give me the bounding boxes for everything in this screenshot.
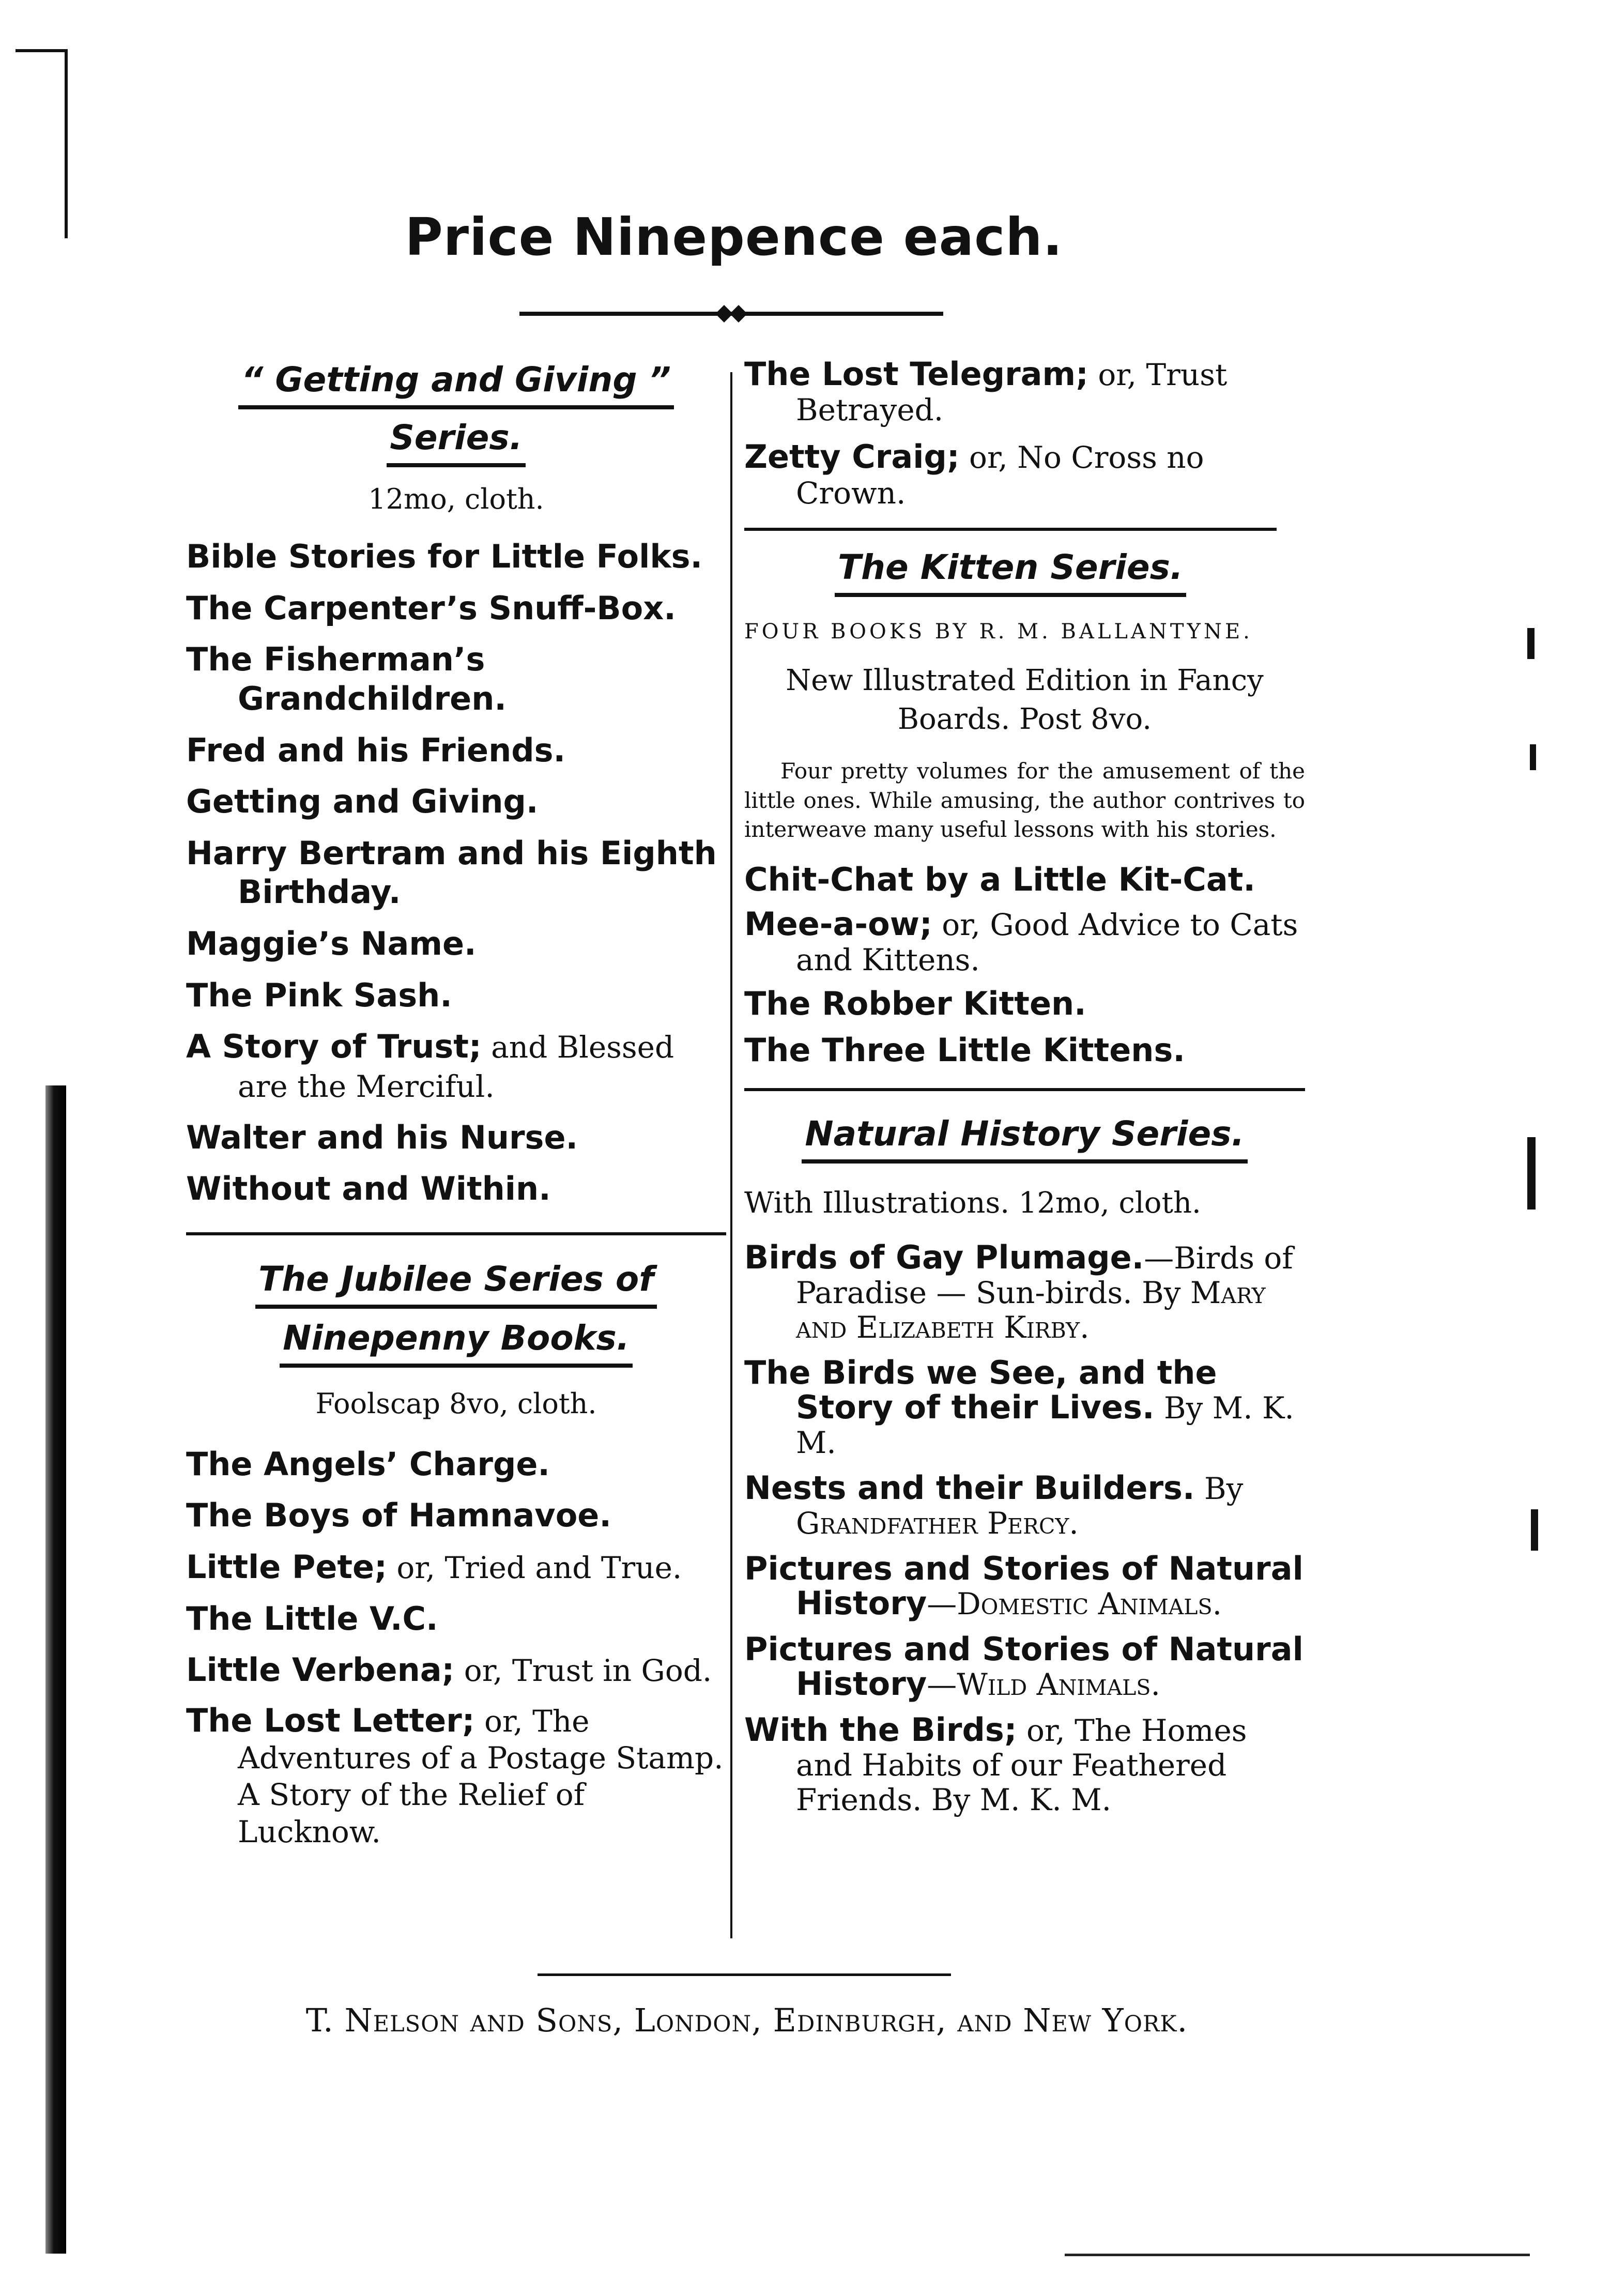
- natural-history-format: With Illustrations. 12mo, cloth.: [744, 1186, 1201, 1220]
- column-divider: [730, 372, 732, 1938]
- list-item: The Little V.C.: [186, 1599, 438, 1637]
- list-item: The Lost Letter; or, The Adventures of a Postage Stamp. A Story of the Relief of Lucknow.: [186, 1701, 724, 1849]
- list-item: A Story of Trust; and Blessed are the Merciful.: [186, 1028, 674, 1104]
- list-item: The Three Little Kittens.: [744, 1031, 1185, 1069]
- kitten-edition: New Illustrated Edition in Fancy Boards. Post 8vo.: [786, 663, 1264, 737]
- scan-smudge: [1530, 744, 1536, 770]
- jubilee-list: [186, 1445, 726, 1849]
- publisher-footer: T. Nelson and Sons, London, Edinburgh, and New York.: [305, 2001, 1188, 2039]
- getting-giving-list: [186, 537, 726, 1208]
- list-item: Birds of Gay Plumage.—Birds of Paradise — Sun-birds. By Mary and Elizabeth Kirby.: [744, 1238, 1293, 1345]
- list-item: The Robber Kitten.: [744, 985, 1086, 1022]
- kitten-description: Four pretty volumes for the amusement of the little ones. While amusing, the author contrives to interweave many useful lessons with his stories.: [744, 758, 1305, 843]
- getting-giving-heading-series: Series.: [186, 421, 726, 467]
- page-title: Price Ninepence each.: [405, 207, 1063, 267]
- list-item: Getting and Giving.: [186, 783, 539, 821]
- list-item: The Boys of Hamnavoe.: [186, 1496, 611, 1535]
- kitten-heading: The Kitten Series.: [744, 550, 1277, 597]
- section-rule: [744, 1088, 1305, 1091]
- list-item: Nests and their Builders. By Grandfather Percy.: [744, 1468, 1244, 1541]
- natural-history-list: [744, 1238, 1305, 1817]
- natural-history-heading: Natural History Series.: [744, 1117, 1305, 1164]
- right-column: [744, 357, 1305, 1828]
- list-item: Pictures and Stories of Natural History—Wild Animals.: [744, 1630, 1303, 1703]
- list-item: Harry Bertram and his Eighth Birthday.: [186, 834, 717, 911]
- list-item: With the Birds; or, The Homes and Habits of our Feathered Friends. By M. K. M.: [744, 1710, 1247, 1817]
- kitten-list: [744, 860, 1305, 1069]
- list-item: Walter and his Nurse.: [186, 1118, 578, 1156]
- list-item: The Birds we See, and the Story of their Lives. By M. K. M.: [744, 1354, 1294, 1461]
- getting-giving-heading: “ Getting and Giving ”: [186, 363, 726, 409]
- footer-rule: [538, 1973, 951, 1976]
- kitten-author-line: FOUR BOOKS BY R. M. BALLANTYNE.: [744, 619, 1253, 644]
- left-column: [186, 357, 726, 1862]
- section-rule: [186, 1232, 726, 1235]
- scan-smudge: [1527, 1137, 1536, 1210]
- list-item: Maggie’s Name.: [186, 925, 477, 962]
- getting-giving-format: 12mo, cloth.: [368, 483, 544, 515]
- list-item: Zetty Craig; or, No Cross no Crown.: [744, 438, 1204, 511]
- scan-smudge: [1531, 1509, 1538, 1551]
- section-rule: [744, 528, 1277, 531]
- jubilee-heading-books: Ninepenny Books.: [186, 1321, 726, 1368]
- list-item: Pictures and Stories of Natural History—Domestic Animals.: [744, 1549, 1303, 1622]
- jubilee-format: Foolscap 8vo, cloth.: [315, 1387, 597, 1420]
- list-item: Little Pete; or, Tried and True.: [186, 1548, 682, 1586]
- title-ornament: [519, 308, 943, 320]
- list-item: Without and Within.: [186, 1170, 551, 1208]
- list-item: The Angels’ Charge.: [186, 1445, 550, 1483]
- scan-spine-shadow: [45, 1085, 66, 2254]
- jubilee-heading: The Jubilee Series of: [186, 1262, 726, 1309]
- list-item: The Lost Telegram; or, Trust Betrayed.: [744, 355, 1228, 428]
- list-item: Bible Stories for Little Folks.: [186, 538, 703, 575]
- scan-bottom-rule: [1065, 2254, 1530, 2256]
- list-item: Chit-Chat by a Little Kit-Cat.: [744, 861, 1255, 898]
- list-item: Mee-a-ow; or, Good Advice to Cats and Kittens.: [744, 905, 1298, 977]
- scan-smudge: [1527, 628, 1535, 659]
- list-item: The Pink Sash.: [186, 976, 452, 1014]
- list-item: Little Verbena; or, Trust in God.: [186, 1651, 712, 1689]
- list-item: Fred and his Friends.: [186, 731, 566, 769]
- list-item: The Carpenter’s Snuff-Box.: [186, 589, 676, 627]
- list-item: The Fisherman’s Grandchildren.: [186, 640, 507, 717]
